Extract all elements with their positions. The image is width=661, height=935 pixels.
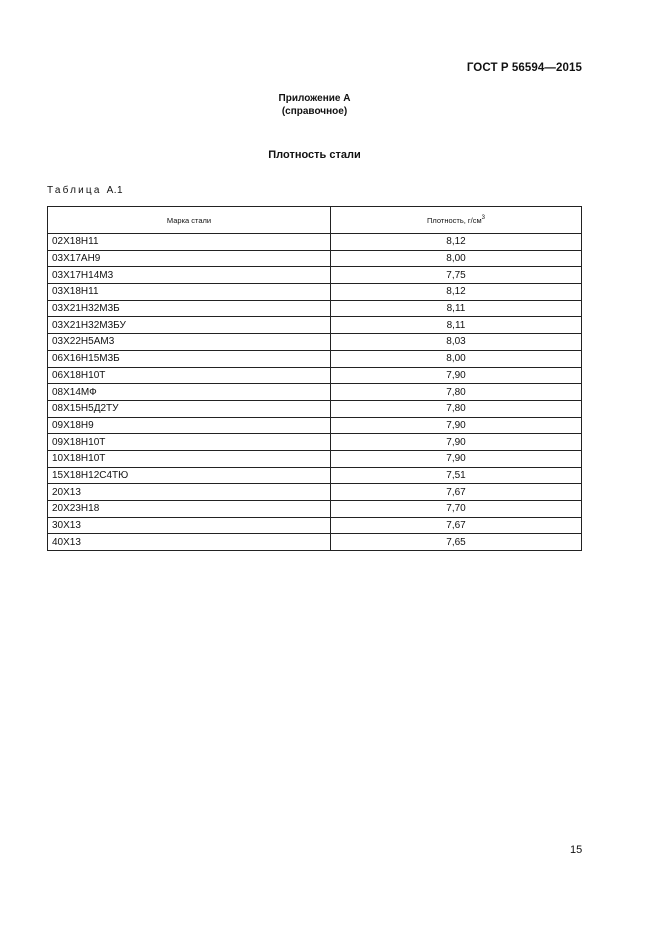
steel-grade-cell: 03Х17Н14М3	[48, 267, 331, 284]
density-value-cell: 8,00	[331, 250, 582, 267]
table-row	[48, 334, 582, 351]
table-row	[48, 317, 582, 334]
column-header-grade: Марка стали	[48, 207, 331, 234]
table-row	[48, 484, 582, 501]
density-value-cell: 7,90	[331, 434, 582, 451]
table-row	[48, 300, 582, 317]
density-value-cell: 8,11	[331, 300, 582, 317]
density-value-cell: 7,90	[331, 450, 582, 467]
table-row	[48, 517, 582, 534]
column-header-density-label: Плотность, г/см	[427, 216, 482, 225]
table-row	[48, 350, 582, 367]
table-caption	[47, 185, 123, 196]
density-value-cell: 7,90	[331, 417, 582, 434]
steel-grade-cell: 08Х15Н5Д2ТУ	[48, 400, 331, 417]
appendix-heading	[0, 92, 629, 118]
table-body	[48, 234, 582, 551]
table-row	[48, 384, 582, 401]
density-value-cell: 7,80	[331, 400, 582, 417]
density-value-cell: 7,67	[331, 517, 582, 534]
table-header-row	[48, 207, 582, 234]
steel-grade-cell: 08Х14МФ	[48, 384, 331, 401]
unit-superscript: 3	[481, 215, 485, 221]
density-value-cell: 8,11	[331, 317, 582, 334]
steel-grade-cell: 30Х13	[48, 517, 331, 534]
steel-grade-cell: 09Х18Н9	[48, 417, 331, 434]
standard-id: ГОСТ Р 56594—2015	[466, 62, 582, 74]
table-caption-word: Таблица	[47, 185, 102, 196]
density-value-cell: 7,80	[331, 384, 582, 401]
table-row	[48, 267, 582, 284]
steel-grade-cell: 20Х13	[48, 484, 331, 501]
table-row	[48, 417, 582, 434]
appendix-note: (справочное)	[281, 106, 348, 117]
steel-grade-cell: 40Х13	[48, 534, 331, 551]
table-row	[48, 501, 582, 518]
table-row	[48, 450, 582, 467]
table-row	[48, 534, 582, 551]
density-table	[47, 206, 582, 551]
table-row	[48, 467, 582, 484]
density-value-cell: 7,75	[331, 267, 582, 284]
density-value-cell: 8,03	[331, 334, 582, 351]
steel-grade-cell: 03Х21Н32М3Б	[48, 300, 331, 317]
density-value-cell: 7,90	[331, 367, 582, 384]
column-header-density	[331, 207, 582, 234]
steel-grade-cell: 15Х18Н12С4ТЮ	[48, 467, 331, 484]
steel-grade-cell: 06Х16Н15М3Б	[48, 350, 331, 367]
density-value-cell: 8,12	[331, 284, 582, 301]
appendix-title: Приложение А	[278, 93, 351, 104]
steel-grade-cell: 03Х17АН9	[48, 250, 331, 267]
density-value-cell: 8,00	[331, 350, 582, 367]
table-row	[48, 367, 582, 384]
steel-grade-cell: 10Х18Н10Т	[48, 450, 331, 467]
steel-grade-cell: 02Х18Н11	[48, 234, 331, 251]
density-value-cell: 7,51	[331, 467, 582, 484]
table-row	[48, 434, 582, 451]
table-row	[48, 400, 582, 417]
steel-grade-cell: 06Х18Н10Т	[48, 367, 331, 384]
density-value-cell: 7,67	[331, 484, 582, 501]
steel-grade-cell: 09Х18Н10Т	[48, 434, 331, 451]
table-row	[48, 250, 582, 267]
steel-grade-cell: 20Х23Н18	[48, 501, 331, 518]
table-caption-number: А.1	[106, 185, 124, 196]
section-title: Плотность стали	[268, 149, 361, 161]
steel-grade-cell: 03Х18Н11	[48, 284, 331, 301]
table-row	[48, 234, 582, 251]
steel-grade-cell: 03Х22Н5АМ3	[48, 334, 331, 351]
density-value-cell: 7,70	[331, 501, 582, 518]
density-value-cell: 7,65	[331, 534, 582, 551]
page-number: 15	[570, 844, 583, 856]
density-value-cell: 8,12	[331, 234, 582, 251]
table-row	[48, 284, 582, 301]
steel-grade-cell: 03Х21Н32М3БУ	[48, 317, 331, 334]
